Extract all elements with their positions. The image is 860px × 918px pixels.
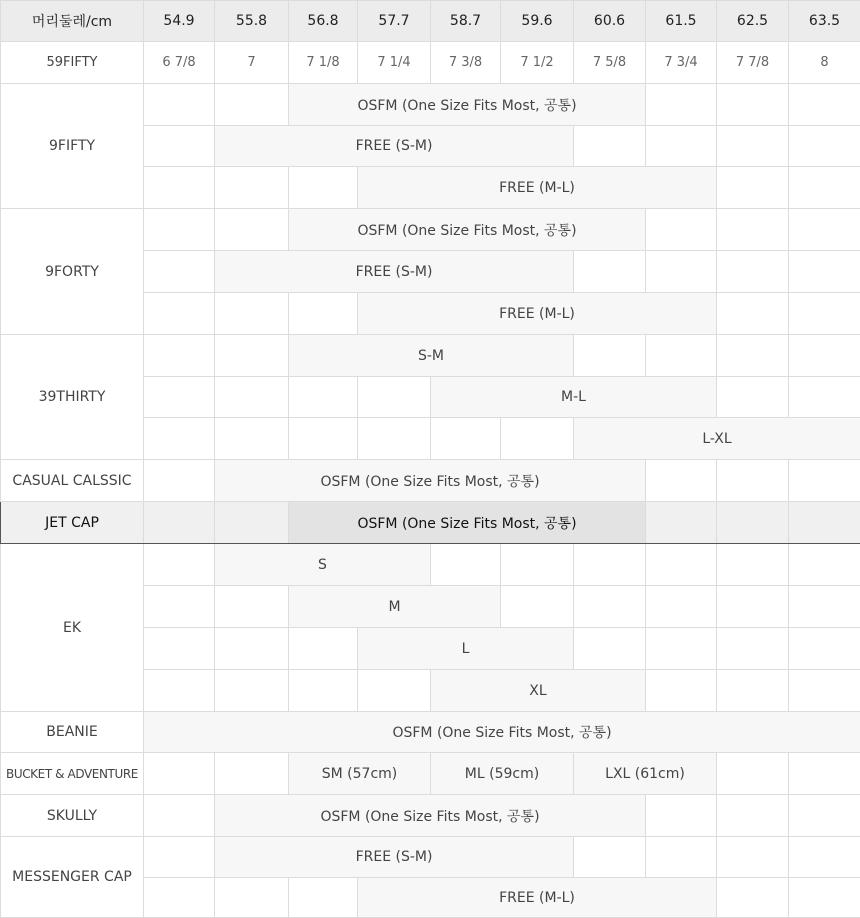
size-range: L-XL (574, 418, 860, 460)
size-header: 58.7 (431, 1, 501, 42)
empty-cell (358, 418, 431, 460)
size-range: FREE (M-L) (358, 293, 717, 335)
empty-cell (144, 209, 215, 251)
size-range: M (289, 586, 501, 628)
empty-cell (789, 293, 860, 335)
size-range: S-M (289, 335, 574, 377)
model-label-39thirty: 39THIRTY (1, 335, 144, 460)
empty-cell (717, 84, 789, 126)
empty-cell (144, 670, 215, 712)
empty-cell (789, 878, 860, 918)
empty-cell (717, 167, 789, 209)
model-label-skully: SKULLY (1, 795, 144, 837)
empty-cell (289, 167, 358, 209)
model-label-59fifty: 59FIFTY (1, 42, 144, 84)
empty-cell (717, 251, 789, 293)
empty-cell (717, 670, 789, 712)
size-range: LXL (61cm) (574, 753, 717, 795)
empty-cell (289, 293, 358, 335)
empty-cell (717, 837, 789, 878)
empty-cell (431, 418, 501, 460)
fitted-size: 7 5/8 (574, 42, 646, 84)
size-header: 54.9 (144, 1, 215, 42)
size-range: OSFM (One Size Fits Most, 공통) (215, 460, 646, 502)
empty-cell (789, 126, 860, 167)
empty-cell (215, 209, 289, 251)
empty-cell (144, 335, 215, 377)
size-range: FREE (M-L) (358, 167, 717, 209)
empty-cell (289, 377, 358, 418)
empty-cell (717, 753, 789, 795)
model-label-ek: EK (1, 544, 144, 712)
size-range: OSFM (One Size Fits Most, 공통) (144, 712, 860, 753)
empty-cell (717, 126, 789, 167)
empty-cell (574, 837, 646, 878)
head-circumference-label: 머리둘레/cm (1, 1, 144, 42)
empty-cell (717, 795, 789, 837)
size-range: SM (57cm) (289, 753, 431, 795)
empty-cell (501, 544, 574, 586)
empty-cell (215, 670, 289, 712)
empty-cell (717, 878, 789, 918)
model-label-9fifty: 9FIFTY (1, 84, 144, 209)
empty-cell (717, 209, 789, 251)
empty-cell (646, 502, 717, 544)
row-9fifty-osfm (1, 84, 860, 126)
size-range: XL (431, 670, 646, 712)
empty-cell (144, 167, 215, 209)
empty-cell (789, 837, 860, 878)
empty-cell (717, 628, 789, 670)
size-header: 60.6 (574, 1, 646, 42)
empty-cell (789, 670, 860, 712)
row-beanie (1, 712, 860, 753)
empty-cell (144, 251, 215, 293)
empty-cell (144, 84, 215, 126)
empty-cell (789, 84, 860, 126)
empty-cell (646, 586, 717, 628)
empty-cell (789, 335, 860, 377)
empty-cell (646, 335, 717, 377)
empty-cell (144, 544, 215, 586)
size-range: OSFM (One Size Fits Most, 공통) (289, 84, 646, 126)
empty-cell (574, 628, 646, 670)
size-range: M-L (431, 377, 717, 418)
empty-cell (144, 628, 215, 670)
row-59fifty (1, 42, 860, 84)
empty-cell (717, 377, 789, 418)
empty-cell (646, 84, 717, 126)
empty-cell (646, 251, 717, 293)
empty-cell (574, 544, 646, 586)
empty-cell (501, 418, 574, 460)
model-label-beanie: BEANIE (1, 712, 144, 753)
empty-cell (717, 460, 789, 502)
empty-cell (717, 502, 789, 544)
empty-cell (144, 586, 215, 628)
empty-cell (431, 544, 501, 586)
empty-cell (215, 293, 289, 335)
fitted-size: 7 1/8 (289, 42, 358, 84)
empty-cell (789, 544, 860, 586)
empty-cell (646, 460, 717, 502)
empty-cell (215, 335, 289, 377)
empty-cell (215, 167, 289, 209)
empty-cell (574, 335, 646, 377)
empty-cell (215, 753, 289, 795)
size-range: OSFM (One Size Fits Most, 공통) (289, 209, 646, 251)
fitted-size: 7 1/2 (501, 42, 574, 84)
size-range: ML (59cm) (431, 753, 574, 795)
empty-cell (144, 377, 215, 418)
model-label-jet-cap: JET CAP (1, 502, 144, 544)
empty-cell (789, 502, 860, 544)
empty-cell (789, 460, 860, 502)
fitted-size: 8 (789, 42, 860, 84)
empty-cell (215, 502, 289, 544)
empty-cell (215, 586, 289, 628)
empty-cell (144, 837, 215, 878)
empty-cell (574, 126, 646, 167)
size-range: OSFM (One Size Fits Most, 공통) (289, 502, 646, 544)
empty-cell (717, 544, 789, 586)
empty-cell (789, 209, 860, 251)
empty-cell (646, 628, 717, 670)
empty-cell (789, 251, 860, 293)
empty-cell (215, 377, 289, 418)
size-range: L (358, 628, 574, 670)
empty-cell (215, 878, 289, 918)
empty-cell (789, 586, 860, 628)
fitted-size: 7 (215, 42, 289, 84)
size-header: 61.5 (646, 1, 717, 42)
empty-cell (717, 335, 789, 377)
size-header: 56.8 (289, 1, 358, 42)
size-header: 59.6 (501, 1, 574, 42)
empty-cell (789, 628, 860, 670)
empty-cell (144, 418, 215, 460)
empty-cell (646, 544, 717, 586)
empty-cell (789, 167, 860, 209)
empty-cell (646, 209, 717, 251)
empty-cell (789, 753, 860, 795)
header-row (1, 1, 860, 42)
empty-cell (717, 293, 789, 335)
fitted-size: 7 3/4 (646, 42, 717, 84)
row-9forty-osfm (1, 209, 860, 251)
empty-cell (646, 837, 717, 878)
fitted-size: 7 1/4 (358, 42, 431, 84)
empty-cell (358, 377, 431, 418)
size-range: FREE (M-L) (358, 878, 717, 918)
model-label-9forty: 9FORTY (1, 209, 144, 335)
row-bucket-adventure (1, 753, 860, 795)
empty-cell (144, 795, 215, 837)
fitted-size: 7 7/8 (717, 42, 789, 84)
empty-cell (717, 586, 789, 628)
empty-cell (789, 377, 860, 418)
row-39thirty-sm (1, 335, 860, 377)
row-messenger-sm (1, 837, 860, 878)
empty-cell (789, 795, 860, 837)
empty-cell (646, 126, 717, 167)
empty-cell (501, 586, 574, 628)
empty-cell (215, 84, 289, 126)
empty-cell (358, 670, 431, 712)
model-label-messenger-cap: MESSENGER CAP (1, 837, 144, 918)
empty-cell (144, 460, 215, 502)
empty-cell (574, 251, 646, 293)
empty-cell (289, 878, 358, 918)
model-label-casual-classic: CASUAL CALSSIC (1, 460, 144, 502)
fitted-size: 7 3/8 (431, 42, 501, 84)
empty-cell (574, 586, 646, 628)
model-label-bucket-adventure: BUCKET & ADVENTURE (1, 753, 144, 795)
empty-cell (144, 753, 215, 795)
size-range: FREE (S-M) (215, 837, 574, 878)
empty-cell (646, 670, 717, 712)
size-range: OSFM (One Size Fits Most, 공통) (215, 795, 646, 837)
empty-cell (215, 418, 289, 460)
size-header: 55.8 (215, 1, 289, 42)
row-jet-cap (1, 502, 860, 544)
empty-cell (289, 628, 358, 670)
empty-cell (646, 795, 717, 837)
row-skully (1, 795, 860, 837)
row-casual-classic (1, 460, 860, 502)
empty-cell (289, 418, 358, 460)
empty-cell (144, 126, 215, 167)
empty-cell (144, 878, 215, 918)
empty-cell (289, 670, 358, 712)
size-range: FREE (S-M) (215, 251, 574, 293)
empty-cell (144, 502, 215, 544)
size-header: 63.5 (789, 1, 860, 42)
size-range: FREE (S-M) (215, 126, 574, 167)
empty-cell (215, 628, 289, 670)
fitted-size: 6 7/8 (144, 42, 215, 84)
size-header: 57.7 (358, 1, 431, 42)
empty-cell (144, 293, 215, 335)
size-header: 62.5 (717, 1, 789, 42)
row-ek-s (1, 544, 860, 586)
size-range: S (215, 544, 431, 586)
